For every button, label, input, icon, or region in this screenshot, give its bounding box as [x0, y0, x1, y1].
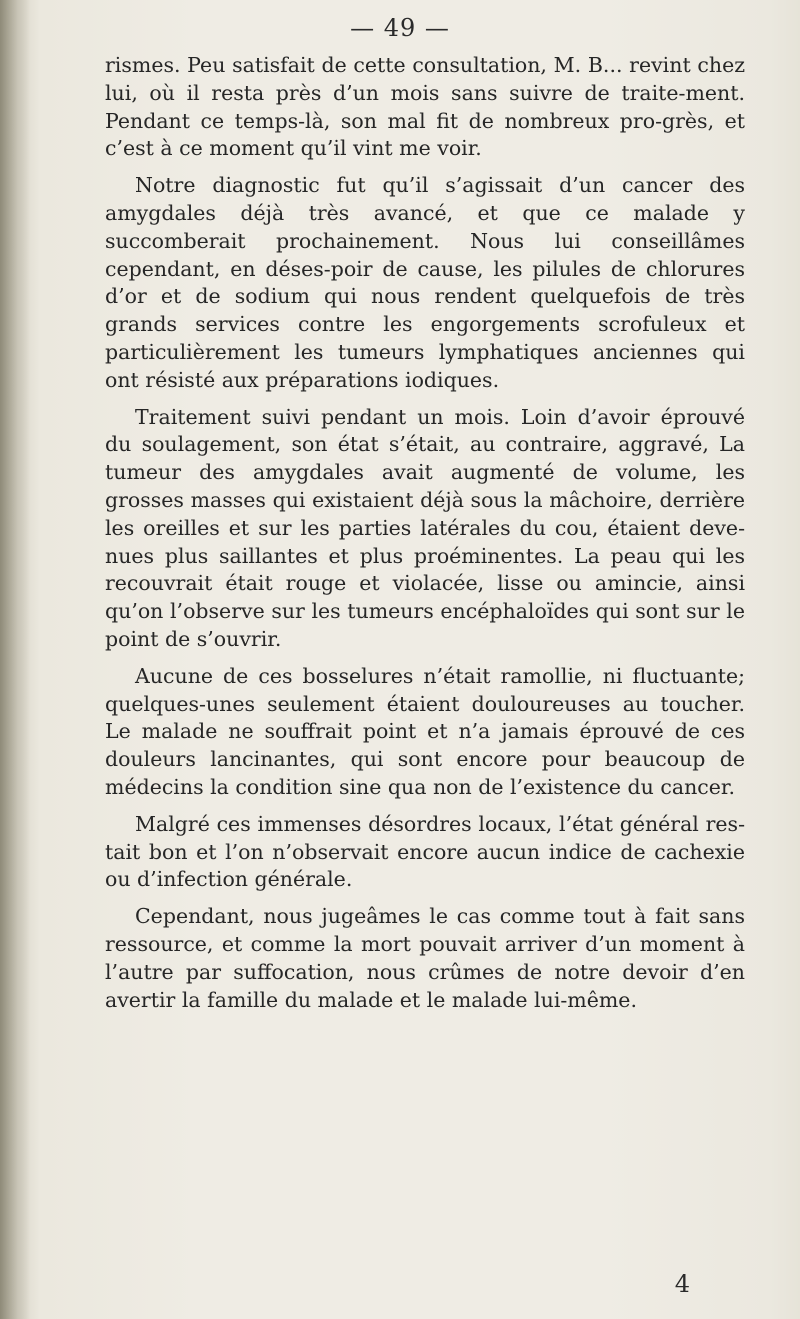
paragraph-3: Traitement suivi pendant un mois. Loin d’avoir éprouvé du soulagement, son état s’était, au contraire, aggravé, La tumeur des amygdales avait augmenté de volume, les grosses masses qui existaient déjà sous la mâchoire, derrière les oreilles et sur les parties latérales du cou, étaient deve-nues plus saillantes et plus proéminentes. La peau qui les recouvrait était rouge et violacée, lisse ou amincie, ainsi qu’on l’observe sur les tumeurs encéphaloïdes qui sont sur le point de s’ouvrir. — [105, 404, 745, 651]
signature-mark: 4 — [674, 1270, 690, 1298]
page-gutter-shadow — [0, 0, 30, 1319]
paragraph-4: Aucune de ces bosselures n’était ramollie, ni fluctuante; quelques-unes seulement étaient douloureuses au toucher. Le malade ne souffrait point et n’a jamais éprouvé de ces douleurs lancinantes, qui sont encore pour beaucoup de médecins la condition sine qua non de l’existence du cancer. — [105, 663, 745, 799]
paragraph-6: Cependant, nous jugeâmes le cas comme tout à fait sans ressource, et comme la mort pouvait arriver d’un moment à l’autre par suffocation, nous crûmes de notre devoir d’en avertir la famille du malade et le malade lui-même. — [105, 904, 745, 1012]
paragraph-1: rismes. Peu satisfait de cette consultation, M. B... revint chez lui, où il resta près d’un mois sans suivre de traite-ment. Pendant ce temps-là, son mal fit de nombreux pro-grès, et c’est à ce moment qu’il vint me voir. — [105, 53, 745, 161]
paragraph-2: Notre diagnostic fut qu’il s’agissait d’un cancer des amygdales déjà très avancé, et que ce malade y succomberait prochainement. Nous lui conseillâmes cependant, en déses-poir de cause, les pilules de chlorures d’or et de sodium qui nous rendent quelquefois de très grands services contre les engorgements scrofuleux et particulièrement les tumeurs lymphatiques anciennes qui ont résisté aux préparations iodiques. — [105, 173, 745, 392]
body-text — [105, 52, 745, 1014]
paragraph-5: Malgré ces immenses désordres locaux, l’état général res-tait bon et l’on n’observait encore aucun indice de cachexie ou d’infection générale. — [105, 811, 745, 892]
page-number: — 49 — — [350, 14, 450, 42]
